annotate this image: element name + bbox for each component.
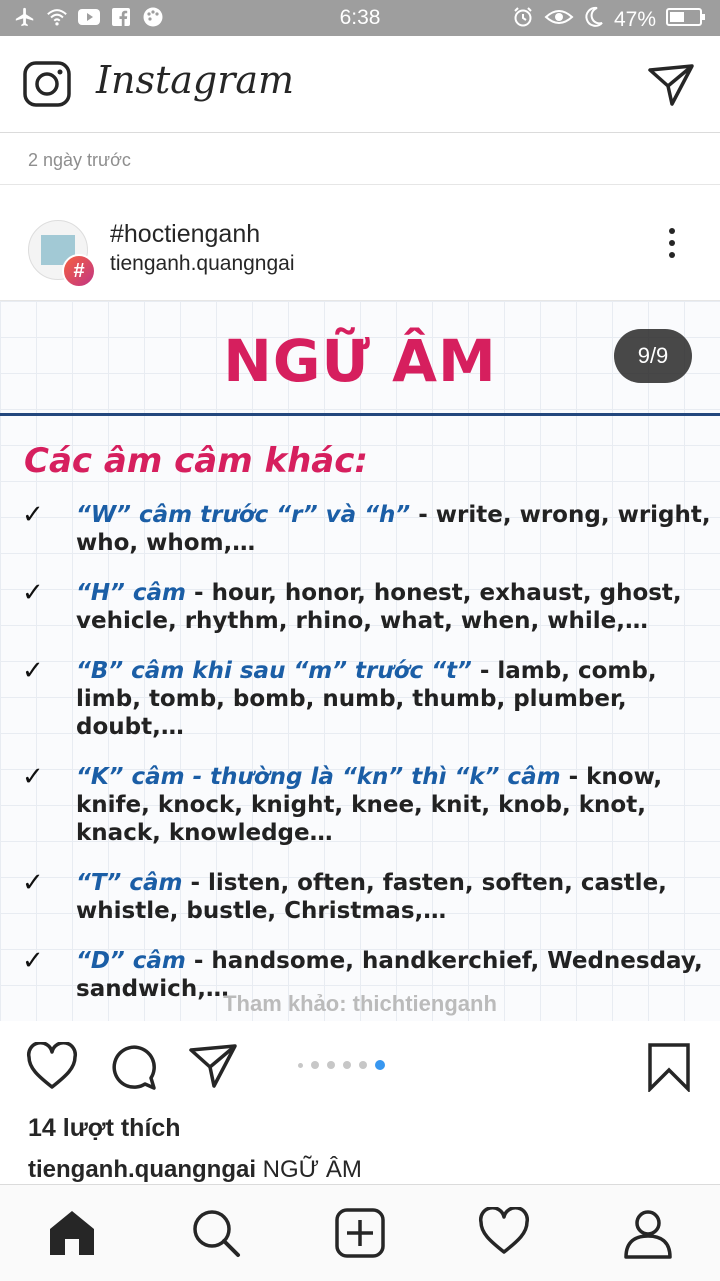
- bottom-nav: [0, 1184, 720, 1281]
- post-actions: [0, 1030, 720, 1100]
- battery-percent: 47%: [613, 8, 656, 31]
- share-icon[interactable]: [188, 1042, 238, 1092]
- image-heading: Các âm câm khác:: [24, 441, 368, 481]
- hashtag-link[interactable]: #hoctienganh: [110, 220, 261, 248]
- check-icon: ✓: [22, 946, 44, 976]
- carousel-dot: [311, 1061, 319, 1069]
- check-icon: ✓: [22, 762, 44, 792]
- alarm-icon: [512, 6, 534, 34]
- rule-highlight: “W” câm trước “r” và “h”: [76, 502, 411, 528]
- rule-highlight: “T” câm: [76, 870, 183, 896]
- like-heart-icon[interactable]: [26, 1042, 76, 1092]
- camera-icon[interactable]: [22, 60, 72, 110]
- carousel-dot-active: [375, 1060, 385, 1070]
- more-options-icon[interactable]: [662, 228, 682, 268]
- direct-message-icon[interactable]: [646, 60, 696, 110]
- caption: [28, 1156, 362, 1184]
- search-icon[interactable]: [190, 1207, 242, 1259]
- rule-examples: - listen, often, fasten, soften, castle, whistle, bustle, Christmas,…: [76, 870, 667, 924]
- new-post-icon[interactable]: [334, 1207, 386, 1259]
- rule-examples: - lamb, comb, limb, tomb, bomb, numb, thumb, plumber, doubt,…: [76, 658, 657, 740]
- post-image[interactable]: [0, 301, 720, 1021]
- rule-highlight: “B” câm khi sau “m” trước “t”: [76, 658, 472, 684]
- home-icon[interactable]: [46, 1207, 98, 1259]
- post-time: 2 ngày trước: [28, 150, 131, 170]
- username-link[interactable]: tienganh.quangngai: [110, 252, 295, 275]
- app-header: [0, 36, 720, 133]
- rule-examples: - handsome, handkerchief, Wednesday, sandwich,…: [76, 948, 703, 1002]
- profile-icon[interactable]: [622, 1207, 674, 1259]
- check-icon: ✓: [22, 500, 44, 530]
- status-bar: [0, 0, 720, 36]
- eye-icon: [544, 6, 574, 34]
- rule-list: [22, 501, 712, 1021]
- list-item: [22, 501, 712, 557]
- divider: [0, 184, 720, 185]
- carousel-dot: [343, 1061, 351, 1069]
- carousel-dot: [298, 1063, 303, 1068]
- rule-examples: - know, knife, knock, knight, knee, knit, knob, knot, knack, knowledge…: [76, 764, 663, 846]
- caption-username[interactable]: tienganh.quangngai: [28, 1156, 256, 1183]
- check-icon: ✓: [22, 656, 44, 686]
- check-icon: ✓: [22, 578, 44, 608]
- post-header: [0, 208, 720, 292]
- image-title: NGỮ ÂM: [223, 327, 497, 395]
- carousel-dots: [298, 1060, 385, 1070]
- caption-text: NGỮ ÂM: [256, 1156, 362, 1183]
- rule-examples: - write, wrong, wright, who, whom,…: [76, 502, 711, 556]
- rule-highlight: “K” câm - thường là “kn” thì “k” câm: [76, 764, 561, 790]
- rule-highlight: “H” câm: [76, 580, 187, 606]
- title-rule: [0, 413, 720, 416]
- app-logo: Instagram: [96, 58, 295, 102]
- battery-icon: [666, 7, 706, 33]
- rule-examples: - hour, honor, honest, exhaust, ghost, vehicle, rhythm, rhino, what, when, while,…: [76, 580, 682, 634]
- comment-icon[interactable]: [108, 1042, 158, 1092]
- hashtag-badge: #: [62, 254, 96, 288]
- list-item: [22, 579, 712, 635]
- like-count[interactable]: 14 lượt thích: [28, 1114, 181, 1142]
- image-source: Tham khảo: thichtienganh: [223, 991, 497, 1016]
- activity-heart-icon[interactable]: [478, 1207, 530, 1259]
- moon-icon: [584, 6, 604, 34]
- rule-highlight: “D” câm: [76, 948, 186, 974]
- clock: 6:38: [339, 6, 381, 29]
- check-icon: ✓: [22, 868, 44, 898]
- carousel-dot: [327, 1061, 335, 1069]
- list-item: [22, 869, 712, 925]
- list-item: [22, 657, 712, 741]
- carousel-counter: 9/9: [614, 329, 692, 383]
- bookmark-icon[interactable]: [646, 1042, 696, 1092]
- list-item: [22, 763, 712, 847]
- carousel-dot: [359, 1061, 367, 1069]
